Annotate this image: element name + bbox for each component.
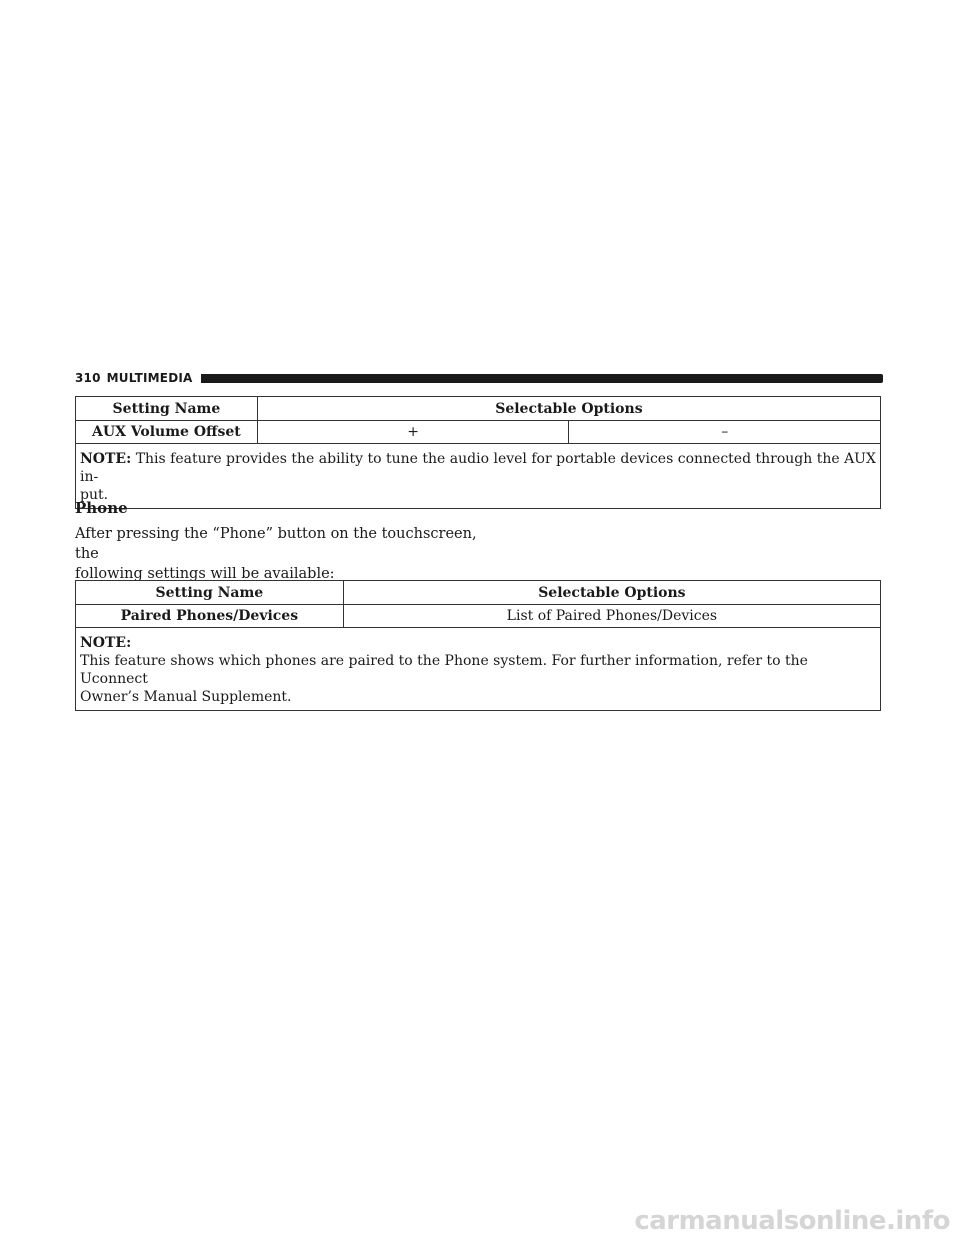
phone-intro-paragraph [75,524,495,584]
table-row [76,605,881,628]
note-text-line1: This feature provides the ability to tune the audio level for portable devices connected through the AUX in- [80,451,876,485]
note-text-line1: This feature shows which phones are paired to the Phone system. For further information, refer to the Uconnect [80,653,808,687]
note-text-line2: Owner’s Manual Supplement. [80,689,292,705]
table-header-row [76,581,881,605]
aux-settings-table [75,396,881,509]
table-header-row [76,397,881,421]
setting-name-cell: AUX Volume Offset [76,421,258,444]
phone-heading: Phone [75,499,128,517]
intro-line1: After pressing the “Phone” button on the touchscreen, the [75,526,477,562]
page-header [75,370,883,386]
note-cell [76,444,881,509]
column-header-setting-name: Setting Name [76,581,344,605]
header-rule [201,374,883,383]
table-row [76,421,881,444]
note-text-line2: put. [80,487,109,503]
section-title: MULTIMEDIA [106,371,193,385]
note-row [76,628,881,711]
option-cell: – [569,421,881,444]
page-number: 310 [75,371,101,385]
column-header-selectable-options: Selectable Options [257,397,880,421]
column-header-setting-name: Setting Name [76,397,258,421]
column-header-selectable-options: Selectable Options [343,581,880,605]
setting-name-cell: Paired Phones/Devices [76,605,344,628]
phone-settings-table [75,580,881,711]
option-cell: + [257,421,569,444]
note-cell [76,628,881,711]
note-row [76,444,881,509]
intro-line2: following settings will be available: [75,566,335,582]
note-label: NOTE: [80,635,132,651]
note-label: NOTE: [80,451,132,467]
watermark-text: carmanualsonline.info [634,1206,950,1236]
option-cell: List of Paired Phones/Devices [343,605,880,628]
